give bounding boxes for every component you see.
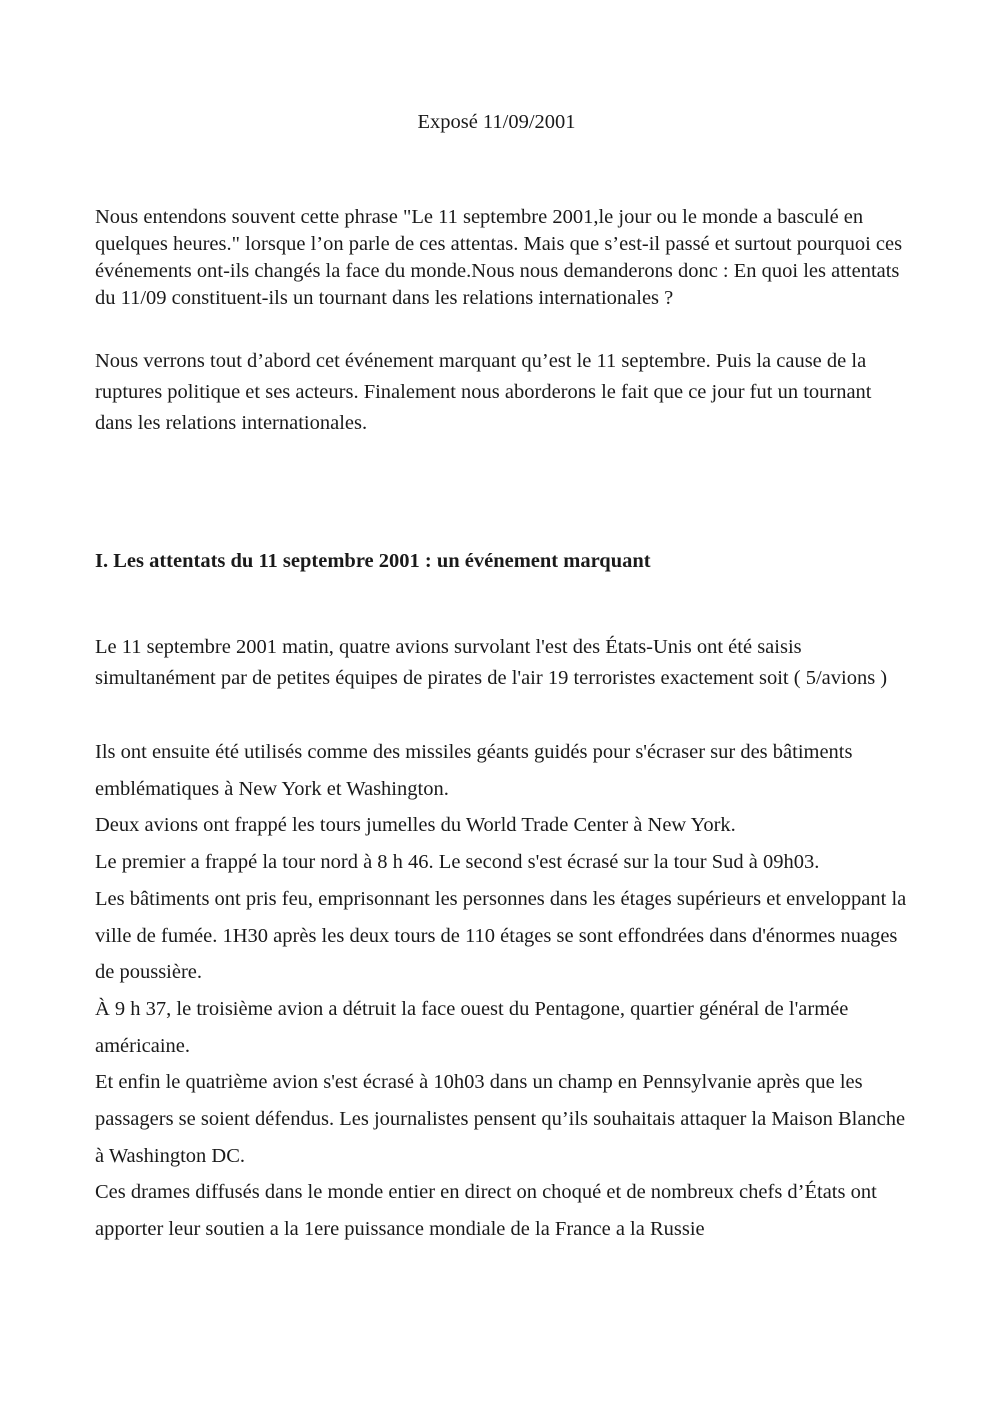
body-line: Ils ont ensuite été utilisés comme des missiles géants guidés pour s'écraser sur des bâtiments emblématiques à New York et Washington. — [95, 741, 853, 800]
plan-paragraph: Nous verrons tout d’abord cet événement marquant qu’est le 11 septembre. Puis la cause de la ruptures politique et ses acteurs. Finalement nous aborderons le fait que ce jour fut un tournant dans les relations internationales. — [95, 350, 872, 434]
body-line: À 9 h 37, le troisième avion a détruit la face ouest du Pentagone, quartier général de l'armée américaine. — [95, 997, 849, 1057]
section-heading: I. Les attentats du 11 septembre 2001 : un événement marquant — [95, 550, 651, 572]
body-line: Le premier a frappé la tour nord à 8 h 46. Le second s'est écrasé sur la tour Sud à 09h03. — [95, 851, 820, 874]
body-line: Ces drames diffusés dans le monde entier en direct on choqué et de nombreux chefs d’États ont apporter leur soutien a la 1ere puissance mondiale de la France a la Russie — [95, 1181, 877, 1241]
section-paragraph: Le 11 septembre 2001 matin, quatre avions survolant l'est des États-Unis ont été saisis simultanément par de petites équipes de pirates de l'air 19 terroristes exactement soit ( 5/avions ) — [95, 636, 888, 689]
body-line: Deux avions ont frappé les tours jumelles du World Trade Center à New York. — [95, 814, 736, 837]
section-body — [95, 734, 910, 1248]
body-line: Et enfin le quatrième avion s'est écrasé à 10h03 dans un champ en Pennsylvanie après que les passagers se soient défendus. Les journalistes pensent qu’ils souhaitais attaquer la Maison Blanche à Washington DC. — [95, 1071, 906, 1167]
document-title: Exposé 11/09/2001 — [417, 111, 576, 133]
intro-paragraph: Nous entendons souvent cette phrase "Le 11 septembre 2001,le jour ou le monde a basculé en quelques heures." lorsque l’on parle de ces attentas. Mais que s’est-il passé et surtout pourquoi ces événements ont-ils changés la face du monde.Nous nous demanderons donc : En quoi les attentats du 11/09 constituent-ils un tournant dans les relations internationales ? — [95, 206, 903, 309]
body-line: Les bâtiments ont pris feu, emprisonnant les personnes dans les étages supérieurs et enveloppant la ville de fumée. 1H30 après les deux tours de 110 étages se sont effondrées dans d'énormes nuages de poussière. — [95, 887, 907, 984]
